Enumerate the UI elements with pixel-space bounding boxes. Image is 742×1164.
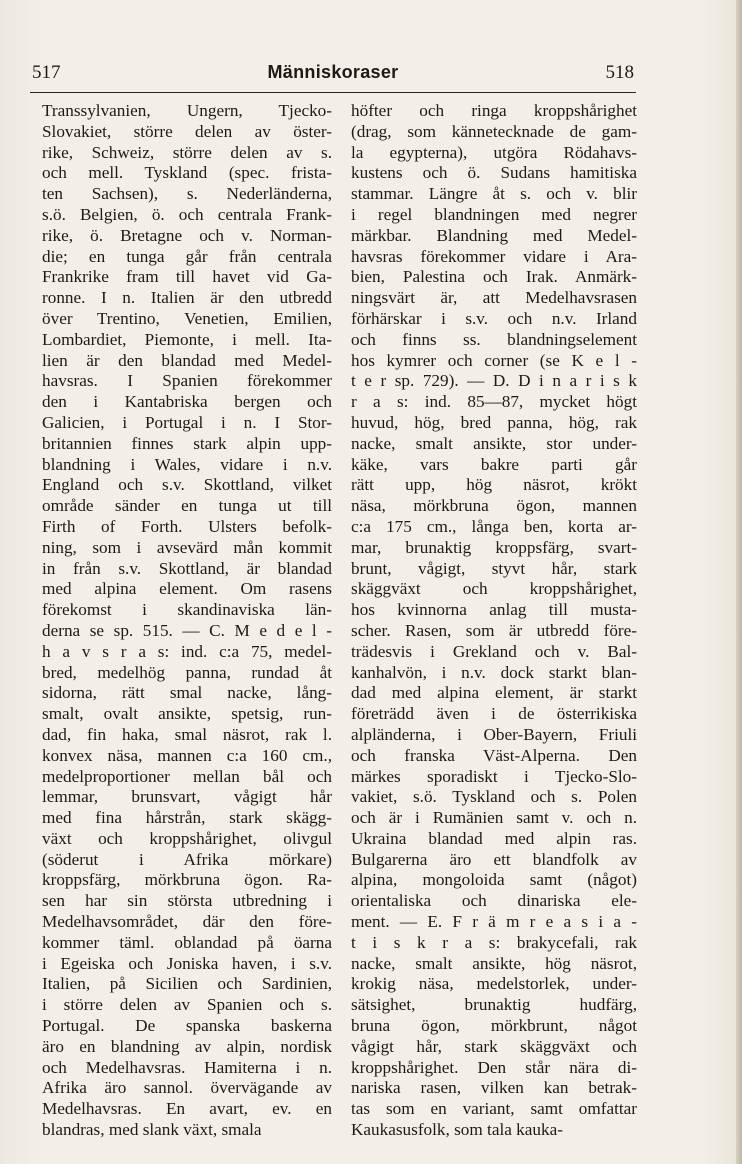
text-line: h a v s r a s: ind. c:a 75, medel-: [42, 641, 332, 661]
text-line: förhärskar i s.v. och n.v. Irland: [351, 308, 637, 328]
text-line: England och s.v. Skottland, vilket: [42, 475, 332, 495]
text-line: ment. — E. F r ä m r e a s i a -: [351, 912, 637, 932]
text-line: äro en blandning av alpin, nordisk: [42, 1036, 332, 1056]
text-line: sidorna, rätt smal nacke, lång-: [42, 683, 332, 703]
text-line: sen har sin största utbredning i: [42, 891, 332, 911]
text-line: blandning i Wales, vidare i n.v.: [42, 454, 332, 474]
text-line: nacke, smalt ansikte, stor under-: [351, 433, 637, 453]
text-line: konvex näsa, mannen c:a 160 cm.,: [42, 745, 332, 765]
page-number-right: 518: [605, 62, 634, 83]
text-line: r a s: ind. 85—87, mycket högt: [351, 392, 637, 412]
text-line: ning, som i avsevärd mån kommit: [42, 537, 332, 557]
text-line: tas som en variant, samt omfattar: [351, 1099, 637, 1119]
text-line: vakiet, s.ö. Tyskland och s. Polen: [351, 787, 637, 807]
text-line: bred, medelhög panna, rundad åt: [42, 662, 332, 682]
text-line: Ukraina blandad med alpin ras.: [351, 828, 637, 848]
text-line: kroppsfärg, mörkbruna ögon. Ra-: [42, 870, 332, 890]
text-line: Medelhavsområdet, där den före-: [42, 912, 332, 932]
left-column: [42, 101, 332, 1141]
text-line: dad, fin haka, smal näsrot, rak l.: [42, 724, 332, 744]
text-line: och mell. Tyskland (spec. frista-: [42, 163, 332, 183]
text-line: c:a 175 cm., långa ben, korta ar-: [351, 516, 637, 536]
page-header: [32, 62, 634, 88]
text-line: ten Sachsen), s. Nederländerna,: [42, 184, 332, 204]
text-line: märkes sporadiskt i Tjecko-Slo-: [351, 766, 637, 786]
text-line: rike, ö. Bretagne och v. Norman-: [42, 225, 332, 245]
text-line: mar, brunaktig kroppsfärg, svart-: [351, 537, 637, 557]
text-line: Portugal. De spanska baskerna: [42, 1016, 332, 1036]
text-line: kommer täml. oblandad på öarna: [42, 932, 332, 952]
text-line: hos kvinnorna anlag till musta-: [351, 600, 637, 620]
text-line: bien, Palestina och Irak. Anmärk-: [351, 267, 637, 287]
text-line: brunt, vågigt, styvt hår, stark: [351, 558, 637, 578]
text-line: Medelhavsras. En avart, ev. en: [42, 1099, 332, 1119]
text-line: havsras. I Spanien förekommer: [42, 371, 332, 391]
text-line: s.ö. Belgien, ö. och centrala Frank-: [42, 204, 332, 224]
text-line: käke, vars bakre parti går: [351, 454, 637, 474]
text-line: Bulgarerna äro ett blandfolk av: [351, 849, 637, 869]
text-line: förekomst i skandinaviska län-: [42, 600, 332, 620]
text-line: nacke, smalt ansikte, hög näsrot,: [351, 953, 637, 973]
text-line: lemmar, brunsvart, vågigt hår: [42, 787, 332, 807]
text-line: och finns ss. blandningselement: [351, 329, 637, 349]
text-line: smalt, ovalt ansikte, spetsig, run-: [42, 704, 332, 724]
text-line: alpina, mongoloida samt (något): [351, 870, 637, 890]
text-line: och är i Rumänien samt v. och n.: [351, 808, 637, 828]
text-line: derna se sp. 515. — C. M e d e l -: [42, 620, 332, 640]
text-line: och Medelhavsras. Hamiterna i n.: [42, 1057, 332, 1077]
text-line: Kaukasusfolk, som tala kauka-: [351, 1120, 563, 1140]
text-line: t i s k r a s: brakycefali, rak: [351, 932, 637, 952]
running-title: Människoraser: [267, 62, 399, 82]
text-line: område sänder en tunga ut till: [42, 496, 332, 516]
text-line: märkbar. Blandning med Medel-: [351, 225, 637, 245]
text-line: orientaliska och dinariska ele-: [351, 891, 637, 911]
text-line: Slovakiet, större delen av öster-: [42, 121, 332, 141]
text-line: Frankrike fram till havet vid Ga-: [42, 267, 332, 287]
text-line: med fina hårstrån, stark skägg-: [42, 808, 332, 828]
text-line: hos kymrer och corner (se K e l -: [351, 350, 637, 370]
text-line: in från s.v. Skottland, är blandad: [42, 558, 332, 578]
text-line: sätsighet, brunaktig hudfärg,: [351, 995, 637, 1015]
text-line: växt och kroppshårighet, olivgul: [42, 828, 332, 848]
text-line: näsa, mörkbruna ögon, mannen: [351, 496, 637, 516]
text-line: trädesvis i Grekland och v. Bal-: [351, 641, 637, 661]
text-line: i regel blandningen med negrer: [351, 204, 637, 224]
text-line: alpländerna, i Ober-Bayern, Friuli: [351, 724, 637, 744]
text-line: Italien, på Sicilien och Sardinien,: [42, 974, 332, 994]
text-line: britannien finnes stark alpin upp-: [42, 433, 332, 453]
text-line: skäggväxt och kroppshårighet,: [351, 579, 637, 599]
text-line: dad med alpina element, är starkt: [351, 683, 637, 703]
text-line: krokig näsa, medelstorlek, under-: [351, 974, 637, 994]
text-line: havsras förekommer vidare i Ara-: [351, 246, 637, 266]
text-line: stammar. Längre åt s. och v. blir: [351, 184, 637, 204]
text-line: Lombardiet, Piemonte, i mell. Ita-: [42, 329, 332, 349]
text-line: t e r sp. 729). — D. D i n a r i s k: [351, 371, 637, 391]
text-line: företrädd även i de österrikiska: [351, 704, 637, 724]
text-line: (söderut i Afrika mörkare): [42, 849, 332, 869]
text-line: nariska rasen, vilken kan betrak-: [351, 1078, 637, 1098]
text-line: (drag, som kännetecknade de gam-: [351, 121, 637, 141]
text-line: Firth of Forth. Ulsters befolk-: [42, 516, 332, 536]
text-line: över Trentino, Venetien, Emilien,: [42, 308, 332, 328]
text-line: höfter och ringa kroppshårighet: [351, 101, 637, 120]
text-line: i Egeiska och Joniska haven, i s.v.: [42, 953, 332, 973]
text-line: rike, Schweiz, större delen av s.: [42, 142, 332, 162]
header-rule: [30, 92, 636, 93]
text-line: i större delen av Spanien och s.: [42, 995, 332, 1015]
page-number-left: 517: [32, 62, 61, 83]
text-line: Galicien, i Portugal i n. I Stor-: [42, 412, 332, 432]
text-line: lien är den blandad med Medel-: [42, 350, 332, 370]
page-edge: [736, 0, 742, 1164]
text-line: medelproportioner mellan bål och: [42, 766, 332, 786]
text-line: huvud, hög, bred panna, hög, rak: [351, 412, 637, 432]
text-line: la egypterna), utgöra Rödahavs-: [351, 142, 637, 162]
text-line: scher. Rasen, som är utbredd före-: [351, 620, 637, 640]
text-line: vågigt hår, stark skäggväxt och: [351, 1036, 637, 1056]
text-line: Transsylvanien, Ungern, Tjecko-: [42, 101, 332, 120]
text-line: den i Kantabriska bergen och: [42, 392, 332, 412]
text-line: die; en tunga går från centrala: [42, 246, 332, 266]
text-line: kustens och ö. Sudans hamitiska: [351, 163, 637, 183]
text-line: kanhalvön, i n.v. dock starkt blan-: [351, 662, 637, 682]
text-line: kroppshårighet. Den står nära di-: [351, 1057, 637, 1077]
right-column: [351, 101, 637, 1141]
text-line: rätt upp, hög näsrot, krökt: [351, 475, 637, 495]
text-line: Afrika äro sannol. övervägande av: [42, 1078, 332, 1098]
text-line: ronne. I n. Italien är den utbredd: [42, 288, 332, 308]
text-line: ningsvärt är, att Medelhavsrasen: [351, 288, 637, 308]
text-line: bruna ögon, mörkbrunt, något: [351, 1016, 637, 1036]
text-line: med alpina element. Om rasens: [42, 579, 332, 599]
text-line: blandras, med slank växt, smala: [42, 1120, 262, 1140]
text-line: och franska Väst-Alperna. Den: [351, 745, 637, 765]
